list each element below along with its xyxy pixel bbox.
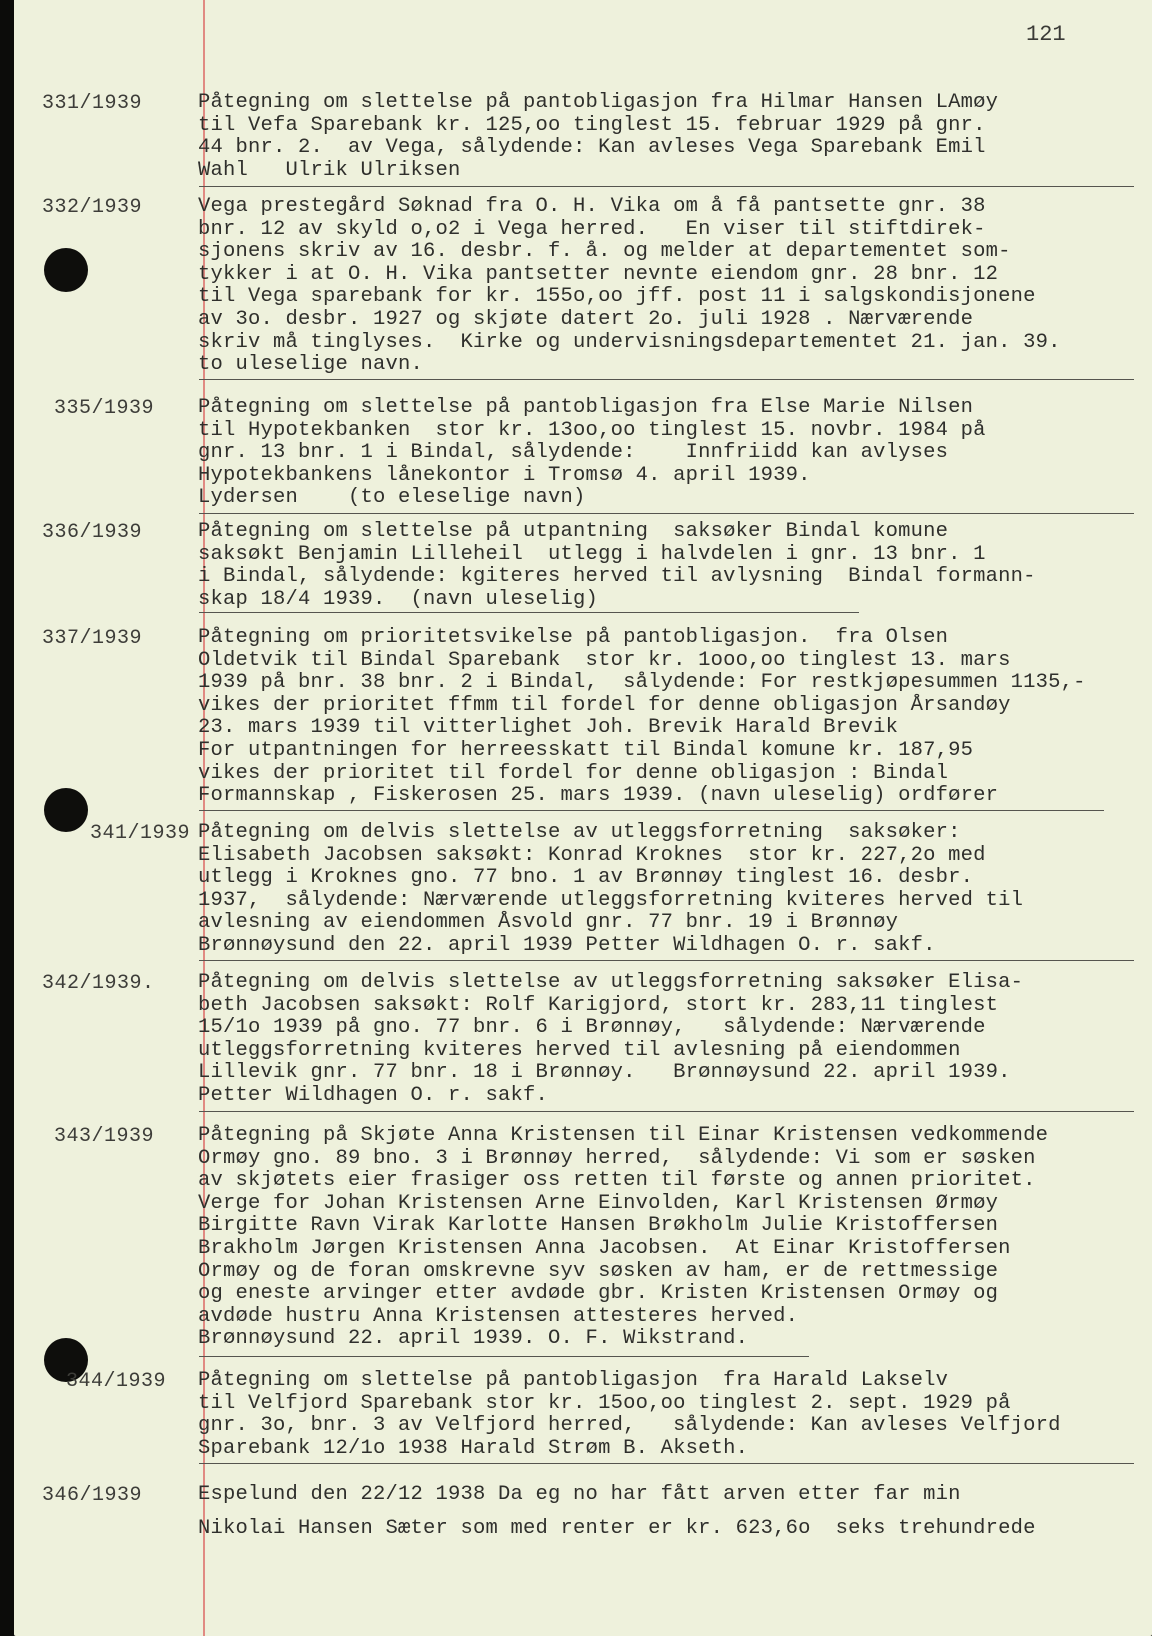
- text-line: bnr. 12 av skyld o,o2 i Vega herred. En viser til stiftdirek-: [198, 217, 986, 241]
- text-line: avdøde hustru Anna Kristensen attesteres herved.: [198, 1304, 799, 1328]
- text-line: 44 bnr. 2. av Vega, sålydende: Kan avleses Vega Sparebank Emil: [198, 136, 986, 160]
- entry-number: 344/1939: [66, 1370, 167, 1393]
- text-line: Formannskap , Fiskerosen 25. mars 1939. (navn uleselig) ordfører: [198, 784, 999, 808]
- text-line: Brakholm Jørgen Kristensen Anna Jacobsen. At Einar Kristoffersen: [198, 1236, 1011, 1260]
- text-line: 1937, sålydende: Nærværende utleggsforretning kviteres herved til: [198, 888, 1024, 912]
- entry-text: [198, 1370, 1148, 1460]
- entry-separator: [199, 1463, 1134, 1464]
- text-line: Lillevik gnr. 77 bnr. 18 i Brønnøy. Brønnøysund 22. april 1939.: [198, 1061, 1011, 1085]
- text-line: i Bindal, sålydende: kgiteres herved til avlysning Bindal formann-: [198, 565, 1036, 589]
- text-line: Elisabeth Jacobsen saksøkt: Konrad Kroknes stor kr. 227,2o med: [198, 843, 986, 867]
- entry-number: 346/1939: [42, 1484, 143, 1507]
- entry-separator: [199, 186, 1134, 187]
- text-line: Påtegning om slettelse på utpantning saksøker Bindal komune: [198, 520, 949, 543]
- text-line: Påtegning om slettelse på pantobligasjon fra Hilmar Hansen LAmøy: [198, 91, 999, 114]
- text-line: til Velfjord Sparebank stor kr. 15oo,oo tinglest 2. sept. 1929 på: [198, 1391, 1011, 1415]
- text-line: utleggsforretning kviteres herved til avlesning på eiendommen: [198, 1038, 961, 1062]
- text-line: Påtegning om delvis slettelse av utleggsforretning saksøker:: [198, 821, 961, 844]
- text-line: skriv må tinglyses. Kirke og undervisningsdepartementet 21. jan. 39.: [198, 330, 1061, 354]
- text-line: Brønnøysund den 22. april 1939 Petter Wildhagen O. r. sakf.: [198, 933, 936, 957]
- text-line: Espelund den 22/12 1938 Da eg no har fått arven etter far min: [198, 1483, 961, 1506]
- entry-text: [198, 822, 1148, 958]
- text-line: to uleselige navn.: [198, 353, 424, 377]
- entry-number: 341/1939: [90, 822, 191, 845]
- text-line: Ormøy og de foran omskrevne syv søsken av ham, er de rettmessige: [198, 1259, 999, 1283]
- text-line: Birgitte Ravn Virak Karlotte Hansen Brøkholm Julie Kristoffersen: [198, 1214, 999, 1238]
- entry-text: [198, 1478, 1148, 1546]
- entry-separator: [199, 960, 1134, 961]
- text-line: av 3o. desbr. 1927 og skjøte datert 2o. juli 1928 . Nærværende: [198, 307, 974, 331]
- text-line: 15/1o 1939 på gno. 77 bnr. 6 i Brønnøy, sålydende: Nærværende: [198, 1016, 986, 1040]
- entry-number: 342/1939.: [42, 972, 155, 995]
- text-line: vikes der prioritet ffmm til fordel for denne obligasjon Årsandøy: [198, 693, 1011, 717]
- text-line: sjonens skriv av 16. desbr. f. å. og melder at departementet som-: [198, 240, 1011, 264]
- entry-number: 343/1939: [54, 1125, 155, 1148]
- entry-separator: [199, 612, 859, 613]
- text-line: gnr. 3o, bnr. 3 av Velfjord herred, sålydende: Kan avleses Velfjord: [198, 1414, 1061, 1438]
- text-line: og eneste arvinger etter avdøde gbr. Kristen Kristensen Ormøy og: [198, 1282, 999, 1306]
- text-line: til Vega sparebank for kr. 155o,oo jff. post 11 i salgskondisjonene: [198, 285, 1036, 309]
- entry-number: 332/1939: [42, 196, 143, 219]
- text-line: Påtegning på Skjøte Anna Kristensen til Einar Kristensen vedkommende: [198, 1124, 1049, 1147]
- text-line: Ormøy gno. 89 bno. 3 i Brønnøy herred, sålydende: Vi som er søsken: [198, 1146, 1036, 1170]
- text-line: 1939 på bnr. 38 bnr. 2 i Bindal, sålydende: For restkjøpesummen 1135,-: [198, 671, 1086, 695]
- document-page: [14, 0, 1152, 1636]
- entry-text: [198, 627, 1148, 808]
- text-line: til Vefa Sparebank kr. 125,oo tinglest 15. februar 1929 på gnr.: [198, 113, 986, 137]
- entry-number: 337/1939: [42, 627, 143, 650]
- text-line: 23. mars 1939 til vitterlighet Joh. Brevik Harald Brevik: [198, 716, 899, 740]
- entry-number: 335/1939: [54, 397, 155, 420]
- text-line: Brønnøysund 22. april 1939. O. F. Wikstrand.: [198, 1327, 749, 1351]
- punch-hole: [44, 788, 88, 832]
- text-line: Petter Wildhagen O. r. sakf.: [198, 1083, 549, 1107]
- entry-number: 336/1939: [42, 521, 143, 544]
- text-line: Verge for Johan Kristensen Arne Einvolden, Karl Kristensen Ørmøy: [198, 1191, 999, 1215]
- text-line: beth Jacobsen saksøkt: Rolf Karigjord, stort kr. 283,11 tinglest: [198, 993, 999, 1017]
- text-line: Påtegning om slettelse på pantobligasjon fra Harald Lakselv: [198, 1369, 949, 1392]
- entry-number: 331/1939: [42, 92, 143, 115]
- text-line: Nikolai Hansen Sæter som med renter er kr. 623,6o seks trehundrede: [198, 1517, 1036, 1540]
- text-line: Sparebank 12/1o 1938 Harald Strøm B. Akseth.: [198, 1436, 749, 1460]
- text-line: saksøkt Benjamin Lilleheil utlegg i halvdelen i gnr. 13 bnr. 1: [198, 542, 986, 566]
- text-line: Påtegning om prioritetsvikelse på pantobligasjon. fra Olsen: [198, 626, 949, 649]
- text-line: Hypotekbankens lånekontor i Tromsø 4. april 1939.: [198, 463, 811, 487]
- page-number: 121: [1026, 22, 1066, 47]
- entry-text: [198, 92, 1148, 182]
- entry-separator: [199, 1356, 809, 1357]
- text-line: Påtegning om delvis slettelse av utleggsforretning saksøker Elisa-: [198, 971, 1024, 994]
- text-line: utlegg i Kroknes gno. 77 bno. 1 av Brønnøy tinglest 16. desbr.: [198, 866, 974, 890]
- text-line: gnr. 13 bnr. 1 i Bindal, sålydende: Innfriidd kan avlyses: [198, 441, 949, 465]
- entry-separator: [199, 513, 1134, 514]
- text-line: av skjøtets eier frasiger oss retten til første og annen prioritet.: [198, 1169, 1036, 1193]
- text-line: avlesning av eiendommen Åsvold gnr. 77 bnr. 19 i Brønnøy: [198, 911, 899, 935]
- text-line: For utpantningen for herreesskatt til Bindal komune kr. 187,95: [198, 738, 974, 762]
- text-line: vikes der prioritet til fordel for denne obligasjon : Bindal: [198, 761, 949, 785]
- text-line: Vega prestegård Søknad fra O. H. Vika om å få pantsette gnr. 38: [198, 195, 986, 218]
- text-line: Wahl Ulrik Ulriksen: [198, 158, 461, 182]
- entry-text: [198, 196, 1148, 377]
- entry-text: [198, 521, 1148, 611]
- entry-separator: [199, 810, 1104, 811]
- text-line: skap 18/4 1939. (navn uleselig): [198, 587, 599, 611]
- entry-separator: [199, 1111, 1134, 1112]
- entry-text: [198, 972, 1148, 1108]
- text-line: tykker i at O. H. Vika pantsetter nevnte eiendom gnr. 28 bnr. 12: [198, 262, 999, 286]
- text-line: Oldetvik til Bindal Sparebank stor kr. 1ooo,oo tinglest 13. mars: [198, 648, 1011, 672]
- punch-hole: [44, 248, 88, 292]
- text-line: Lydersen (to eleselige navn): [198, 486, 586, 510]
- entry-separator: [199, 379, 1134, 380]
- text-line: Påtegning om slettelse på pantobligasjon fra Else Marie Nilsen: [198, 396, 974, 419]
- text-line: til Hypotekbanken stor kr. 13oo,oo tinglest 15. novbr. 1984 på: [198, 418, 986, 442]
- entry-text: [198, 397, 1148, 510]
- entry-text: [198, 1125, 1148, 1351]
